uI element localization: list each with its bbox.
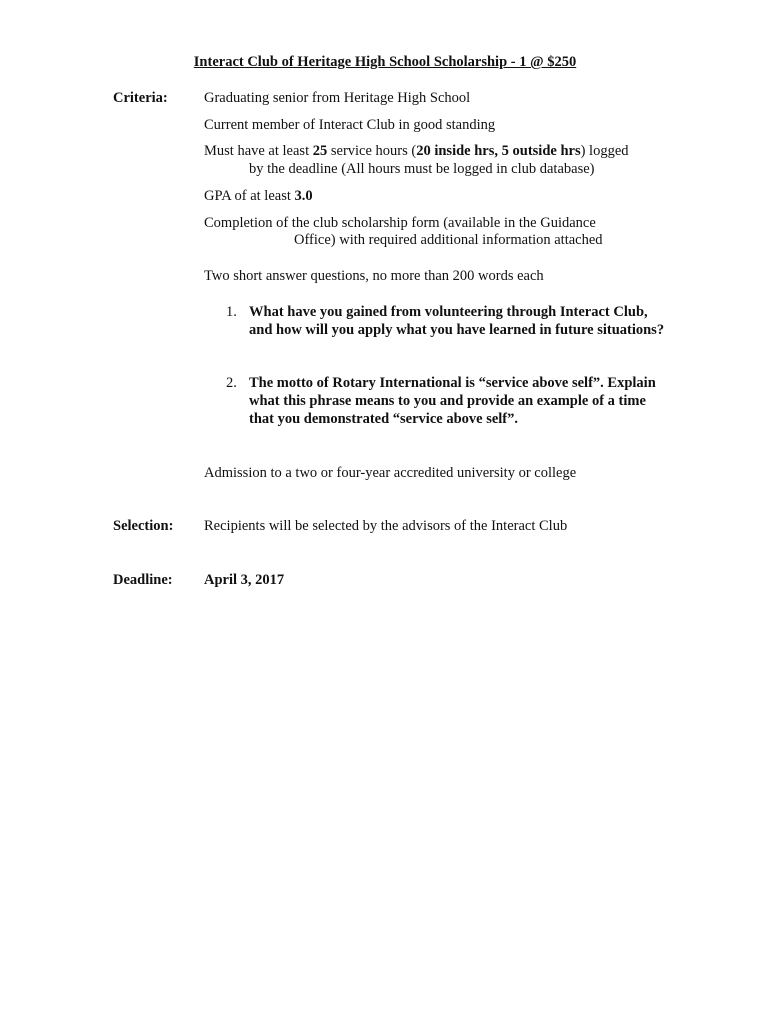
deadline-label: Deadline: [113, 572, 173, 588]
hours-split: 20 inside hrs, 5 outside hrs [416, 143, 581, 159]
criteria-label: Criteria: [113, 90, 168, 106]
question-text: What have you gained from volunteering through Interact Club, and how will you apply what you have learned in future situations? [249, 304, 665, 338]
criteria-admission: Admission to a two or four-year accredited university or college [204, 465, 577, 481]
criteria-gpa [204, 187, 313, 205]
criteria-member: Current member of Interact Club in good standing [204, 117, 496, 133]
criteria-form-line2: Office) with required additional information attached [294, 232, 603, 248]
gpa-num: 3.0 [294, 188, 313, 204]
question-text: The motto of Rotary International is “service above self”. Explain what this phrase means to you and provide an example of a time that you demonstrated “service above self”. [249, 375, 656, 427]
gpa-pre: GPA of at least [204, 188, 295, 204]
hours-num: 25 [312, 143, 328, 159]
selection-text: Recipients will be selected by the advisors of the Interact Club [204, 518, 568, 534]
criteria-short-answer-intro: Two short answer questions, no more than 200 words each [204, 268, 544, 284]
document-title: Interact Club of Heritage High School Scholarship - 1 @ $250 [193, 54, 577, 70]
criteria-hours-line2: by the deadline (All hours must be logged in club database) [249, 161, 595, 177]
criteria-senior: Graduating senior from Heritage High School [204, 90, 471, 106]
criteria-hours [204, 142, 629, 160]
hours-mid: service hours ( [327, 143, 417, 159]
question-number: 1. [226, 304, 237, 320]
question-item [226, 303, 666, 339]
deadline-date: April 3, 2017 [204, 572, 285, 588]
criteria-form-line1: Completion of the club scholarship form (available in the Guidance [204, 215, 596, 231]
question-item [226, 374, 666, 428]
selection-label: Selection: [113, 518, 174, 534]
hours-post: ) logged [580, 143, 629, 159]
question-number: 2. [226, 375, 237, 391]
hours-pre: Must have at least [204, 143, 313, 159]
